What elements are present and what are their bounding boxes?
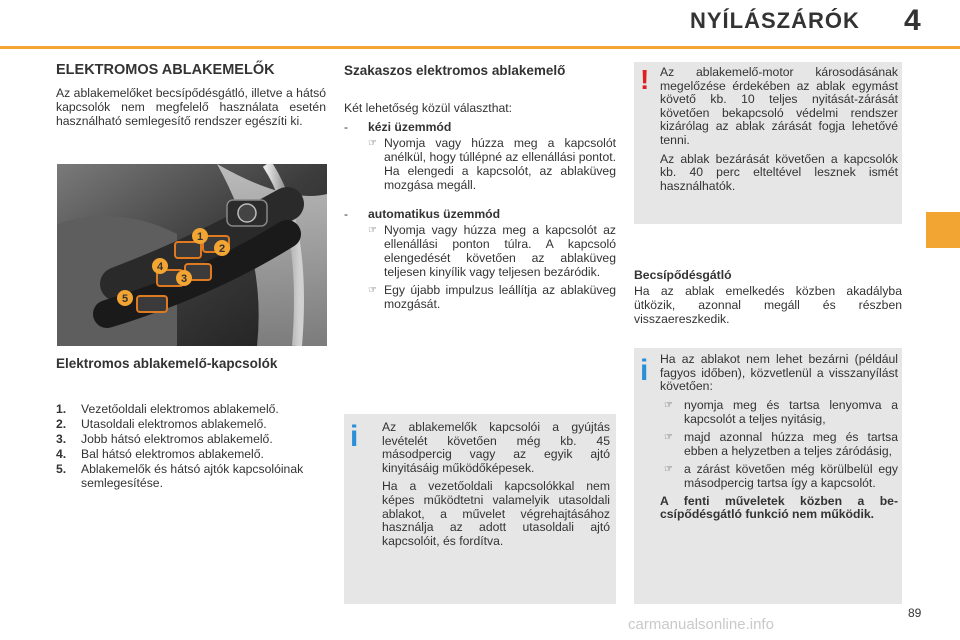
legend-item: 2. Utasoldali elektromos ablakemelő.	[56, 417, 267, 431]
window-switch-panel-photo	[57, 164, 327, 346]
header-title: NYÍLÁSZÁRÓK	[690, 8, 860, 33]
step-lead: Két lehetőség közül választhat:	[344, 101, 513, 115]
legend-item: 1. Vezetőoldali elektromos ablakemelő.	[56, 402, 279, 416]
info2-note: A fenti műveletek közben a becsípődésgátló funkció nem működik.	[660, 493, 898, 522]
info-icon: i	[640, 354, 649, 387]
photo-label-4: 4	[156, 261, 164, 273]
photo-label-1: 1	[196, 231, 204, 243]
info2-bullet-2: ☞ majd azonnal húzza meg és tartsa ebben a helyzetben a teljes záródásig,	[664, 429, 898, 458]
legend-item: 3. Jobb hátsó elektromos ablakemelő.	[56, 432, 273, 446]
hand-pointer-icon: ☞	[368, 225, 377, 236]
auto-mode-text-2: ☞ Egy újabb impulzus leállítja az ablaküveg mozgását.	[368, 283, 616, 311]
intro-paragraph: Az ablakemelőket becsípődésgátló, illetve a hátsó kapcsolók nem megfelelő használata esetén használható semlegesítő rendszer egészíti ki.	[56, 86, 326, 128]
manual-mode-text: ☞ Nyomja vagy húzza meg a kapcsolót anélkül, hogy túllépné az ellenállási pontot. Ha elengedi a kapcsolót, az ablaküveg mozgása megáll.	[368, 136, 616, 192]
door-panel-illustration	[57, 164, 327, 346]
legend-item: 5. Ablakemelők és hátsó ajtók kapcsolóinak semlegesítése.	[56, 462, 304, 490]
switches-title: Elektromos ablakemelő-kapcsolók	[56, 356, 278, 371]
step-window-title-block	[344, 63, 584, 78]
pinch-protection-text: Ha az ablak emelkedés közben akadályba ütközik, azonnal megáll és részben visszaereszkedik.	[634, 284, 902, 326]
manual-mode-heading: - kézi üzemmód	[344, 120, 452, 134]
chapter-number: 4	[904, 4, 921, 37]
info2-bullet-3: ☞ a zárást követően még körülbelül egy másodpercig tartsa így a kapcsolót.	[664, 461, 898, 490]
switch-legend-list	[56, 402, 336, 491]
watermark: carmanualsonline.info	[628, 616, 774, 633]
header-rule	[0, 46, 960, 49]
warning-paragraph-2: Az ablak bezárását követően a kapcsolók kb. 40 perc elteltével lesznek ismét használhatók.	[660, 151, 898, 193]
hand-pointer-icon: ☞	[368, 285, 377, 296]
info1-paragraph-1: Az ablakemelők kapcsolói a gyújtás levételét követően még kb. 45 másodpercig vagy az egyik ajtó kinyitásáig működőképesek.	[382, 420, 610, 475]
warning-paragraph-1: Az ablakemelő-motor károsodásának megelőzése érdekében az ablak egymást követő kb. 10 teljes nyitását-zárását követően bekapcsoló védelmi rendszer kizárólag az ablak zárását fogja lehetővé tenni.	[660, 65, 898, 147]
page-number: 89	[908, 606, 922, 620]
photo-label-2: 2	[218, 243, 226, 255]
info1-paragraph-2: Ha a vezetőoldali kapcsolókkal nem képes működtetni valamelyik utasoldali ablakot, a művelet végrehajtásához használja az adott utasoldali ajtó kapcsolóit, és fordítva.	[382, 479, 610, 548]
section-title: ELEKTROMOS ABLAKEMELŐK	[56, 62, 275, 78]
step-window-title: Szakaszos elektromos ablakemelő	[344, 63, 566, 78]
hand-pointer-icon: ☞	[664, 463, 673, 475]
legend-item: 4. Bal hátsó elektromos ablakemelő.	[56, 447, 264, 461]
info-icon: i	[350, 420, 359, 453]
hand-pointer-icon: ☞	[368, 138, 377, 149]
info2-bullet-1: ☞ nyomja meg és tartsa lenyomva a kapcsolót a teljes nyitásig,	[664, 397, 898, 426]
warning-box-motor	[634, 62, 902, 224]
info-box-ignition	[344, 414, 616, 604]
step-window-content	[344, 101, 616, 311]
info2-lead: Ha az ablakot nem lehet bezárni (például fagyos időben), közvetlenül a visszanyílást követően:	[660, 352, 898, 394]
pinch-protection-title: Becsípődésgátló	[634, 268, 732, 282]
auto-mode-heading: - automatikus üzemmód	[344, 207, 501, 221]
photo-label-3: 3	[180, 273, 188, 285]
auto-mode-text-1: ☞ Nyomja vagy húzza meg a kapcsolót az ellenállási ponton túlra. A kapcsoló elengedését követően az ablaküveg teljesen kinyílik vagy teljesen bezáródik.	[368, 223, 616, 279]
hand-pointer-icon: ☞	[664, 399, 673, 411]
switches-title-block	[56, 356, 326, 371]
info-box-freeze	[634, 348, 902, 604]
hand-pointer-icon: ☞	[664, 431, 673, 443]
chapter-side-tab	[926, 212, 960, 248]
photo-label-5: 5	[121, 293, 129, 305]
warning-exclamation-icon: !	[640, 64, 650, 95]
